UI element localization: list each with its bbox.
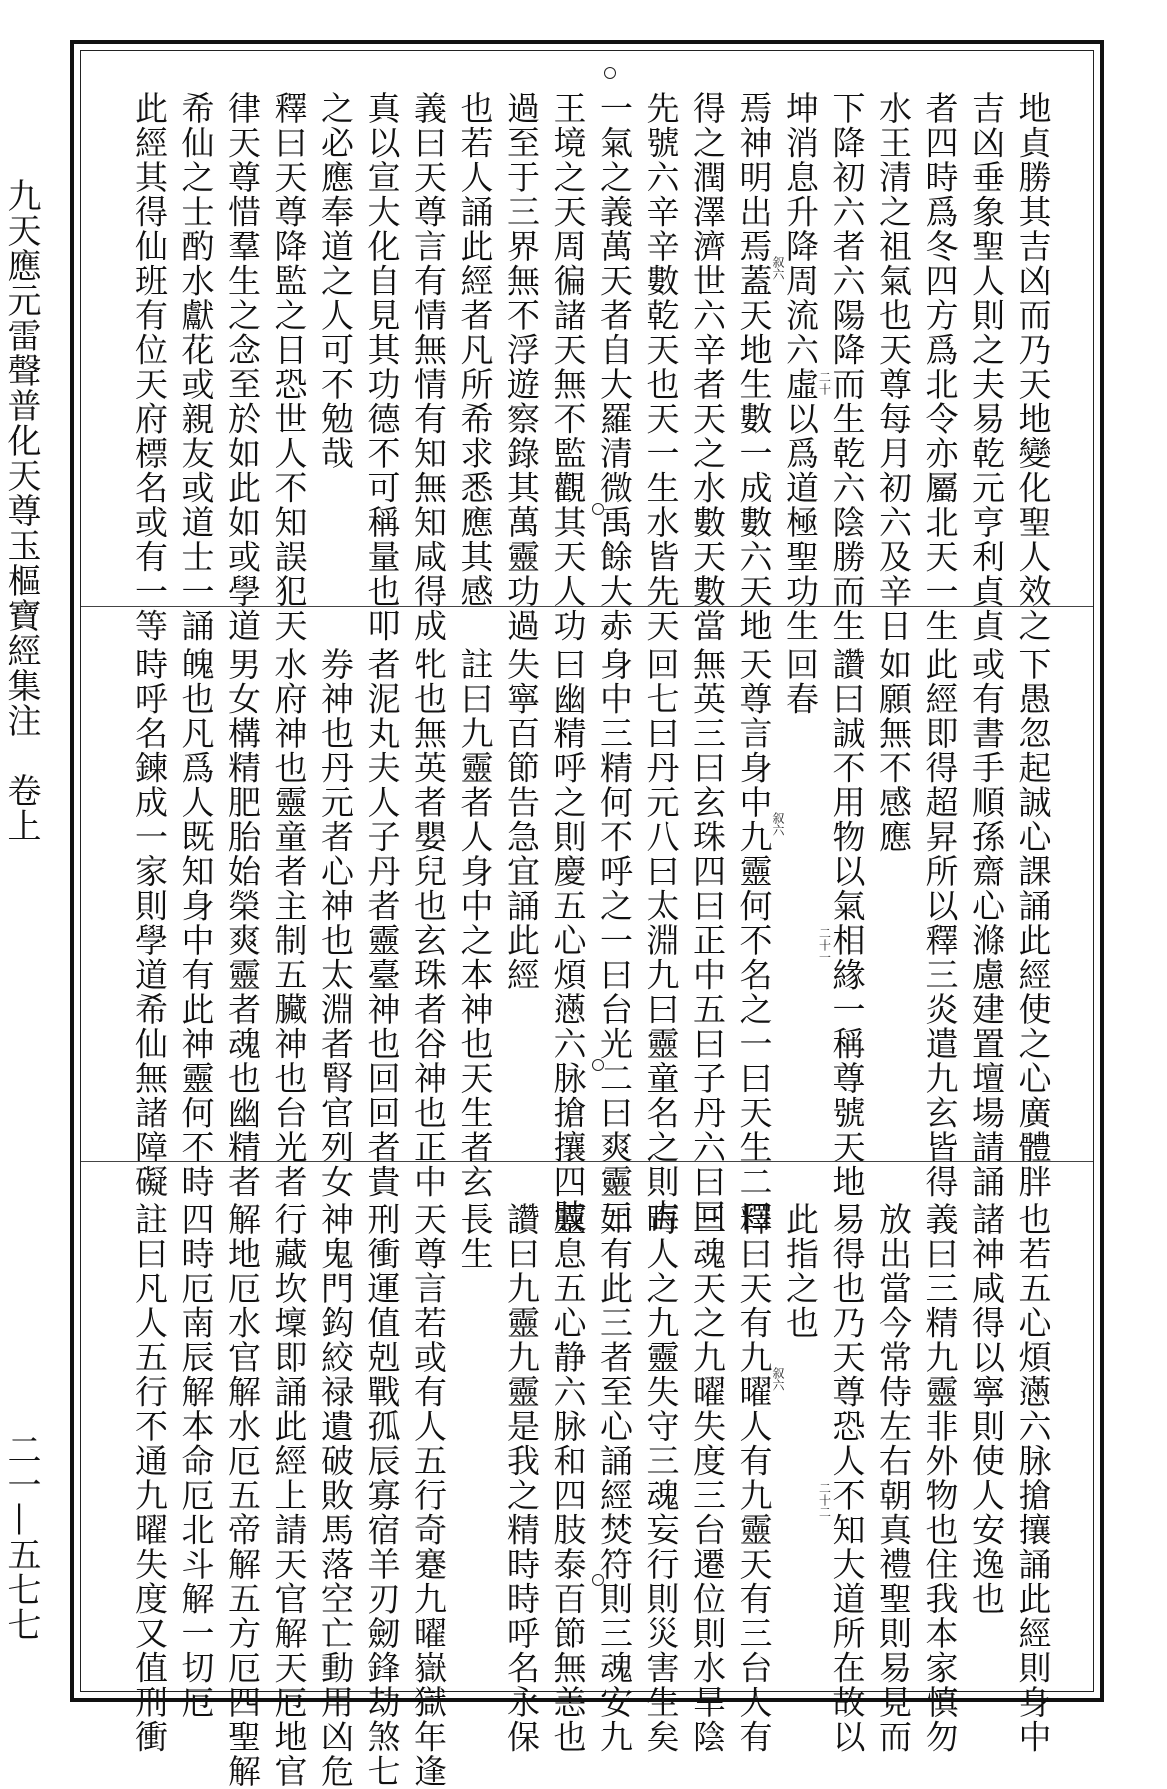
text-column: 回春 [781, 647, 820, 716]
text-column: 者四時爲冬四方爲北令亦屬北天一生 [920, 91, 960, 643]
page-frame [70, 40, 1104, 1789]
margin-page-number: 二一—五七七 [1, 1432, 41, 1642]
text-column: 水府神也靈童者主制五臟神也台光者 [269, 647, 309, 1199]
text-panel-1 [81, 51, 1093, 643]
edition-note: 二十二 [817, 1482, 832, 1518]
text-column: 義曰天尊言有情無情有知無知咸得成 [409, 91, 448, 643]
page-frame-inner [80, 50, 1094, 1789]
text-column: 真以宣大化自見其功德不可稱量也叩 [362, 91, 402, 643]
text-column: 靈息五心静六脉和四肢泰百節無恙也 [548, 1202, 588, 1754]
text-column: 四時厄南辰解本命厄北斗解一切厄 [176, 1202, 216, 1720]
text-column: 註曰九靈者人身中之本神也天生者玄 [455, 647, 495, 1199]
text-column: 解地厄水官解水厄五帝解五方厄四聖解 [223, 1202, 262, 1789]
text-column: 易得也乃天尊恐人不知大道所在故以 [827, 1202, 867, 1754]
text-column: 希仙之士酌水獻花或親友或道士一誦 [176, 91, 216, 643]
circle-marker-icon [604, 623, 616, 635]
text-column: 此指之也 [781, 1202, 820, 1340]
text-column: 放出當今常侍左右朝真禮聖則易見而 [874, 1202, 913, 1754]
circle-marker-icon [604, 1178, 616, 1190]
edition-note: 二十 [817, 371, 832, 395]
text-column: 神鬼門鈎絞禄遺破敗馬落空亡動用凶危 [316, 1202, 355, 1789]
text-column: 吉凶垂象聖人則之夫易乾元亨利貞貞 [967, 91, 1006, 643]
text-column: 長生 [455, 1202, 495, 1271]
text-column: 讚曰九靈九靈是我之精時時呼名永保 [502, 1202, 541, 1754]
text-column: 諸神咸得以寧則使人安逸也 [967, 1202, 1006, 1616]
text-column: 律天尊惜羣生之念至於如此如或學道 [223, 91, 262, 643]
text-column: 一氣之義萬天者自大羅清微禹餘大赤 [595, 91, 634, 643]
text-column: 身中三精何不呼之一曰台光二曰爽靈三 [595, 647, 634, 1234]
text-column: 如願無不感應 [874, 647, 913, 854]
text-column: 註曰凡人五行不通九曜失度又值刑衝 [130, 1202, 169, 1754]
edition-note: 叙六 [771, 1367, 785, 1391]
text-column: 或有書手順孫齋心滌慮建置壇場請誦 [967, 647, 1006, 1199]
text-column: 如有此三者至心誦經焚符則三魂安九 [595, 1202, 634, 1754]
text-column: 天尊言身中九靈何不名之一曰天生二曰 [734, 647, 774, 1234]
text-column: 牝也無英者嬰兒也玄珠者谷神也正中 [409, 647, 448, 1199]
text-column: 也若五心煩懣六脉搶攘誦此經則身中 [1013, 1202, 1053, 1754]
text-panel-2 [81, 606, 1093, 1234]
text-column: 讚曰誠不用物以氣相緣一稱尊號天地 [827, 647, 867, 1199]
text-column: 行藏坎壈即誦此經上請天官解天厄地官 [269, 1202, 309, 1789]
text-column: 魄也凡爲人既知身中有此神靈何不時 [176, 647, 216, 1199]
text-column: 下降初六者六陽降而生乾六陰勝而生 [827, 91, 867, 643]
circle-marker-icon [592, 1574, 604, 1586]
text-column: 三魂天之九曜失度三台遷位則水旱陰 [688, 1202, 727, 1754]
text-column: 者泥丸夫人子丹者靈臺神也回回者貴 [362, 647, 402, 1199]
text-column: 之必應奉道之人可不勉哉 [316, 91, 355, 471]
text-column: 下愚忽起誠心課誦此經使之心廣體胖 [1013, 647, 1053, 1199]
text-column: 坤消息升降周流六虛以爲道極聖功生 [781, 91, 820, 643]
text-column: 券神也丹元者心神也太淵者腎官列女 [316, 647, 355, 1199]
text-column: 刑衝運值剋戰孤辰寡宿羊刃劒鋒劫煞七 [362, 1202, 402, 1789]
edition-note: 叙六 [771, 256, 785, 280]
text-column: 得之潤澤濟世六辛者天之水數天數當 [688, 91, 727, 643]
text-column: 回七曰丹元八曰太淵九曰靈童名之則吉 [641, 647, 681, 1234]
text-column: 焉神明出焉蓋天地生數一成數六天地 [734, 91, 774, 643]
edition-note: 二十一 [817, 927, 832, 963]
text-column: 晦人之九靈失守三魂妄行則災害生矣 [641, 1202, 681, 1754]
edition-note: 叙六 [771, 812, 785, 836]
text-column: 水王清之祖氣也天尊每月初六及辛日 [874, 91, 913, 643]
text-column: 王境之天周徧諸天無不監觀其天人功 [548, 91, 588, 643]
text-column: 釋曰天尊降監之日恐世人不知誤犯天 [269, 91, 309, 643]
text-column: 先號六辛辛數乾天也天一生水皆先天 [641, 91, 681, 643]
text-column: 地貞勝其吉凶而乃天地變化聖人效之 [1013, 91, 1053, 643]
circle-marker-icon [604, 67, 616, 79]
text-column: 此經其得仙班有位天府標名或有一等 [130, 91, 169, 643]
text-column: 也若人誦此經者凡所希求悉應其感 [455, 91, 495, 609]
text-column: 曰幽精呼之則慶五心煩懣六脉搶攘四肢 [548, 647, 588, 1234]
circle-marker-icon [592, 503, 604, 515]
text-column: 天尊言若或有人五行奇蹇九曜嶽獄年逢 [409, 1202, 448, 1789]
circle-marker-icon [592, 1059, 604, 1071]
text-panel-3 [81, 1161, 1093, 1789]
text-column: 釋曰天有九曜人有九靈天有三台人有 [734, 1202, 774, 1754]
text-column: 無英三曰玄珠四曰正中五曰子丹六曰回 [688, 647, 727, 1234]
text-column: 失寧百節告急宜誦此經 [502, 647, 541, 992]
text-column: 時呼名鍊成一家則學道希仙無諸障礙 [130, 647, 169, 1199]
margin-book-title: 九天應元雷聲普化天尊玉樞寶經集注 卷上 [1, 178, 41, 843]
text-column: 過至于三界無不浮遊察錄其萬靈功過 [502, 91, 541, 643]
text-column: 男女構精肥胎始榮爽靈者魂也幽精者 [223, 647, 262, 1199]
text-column: 義曰三精九靈非外物也住我本家慎勿 [920, 1202, 960, 1754]
text-column: 此經即得超昇所以釋三炎遣九玄皆得 [920, 647, 960, 1199]
